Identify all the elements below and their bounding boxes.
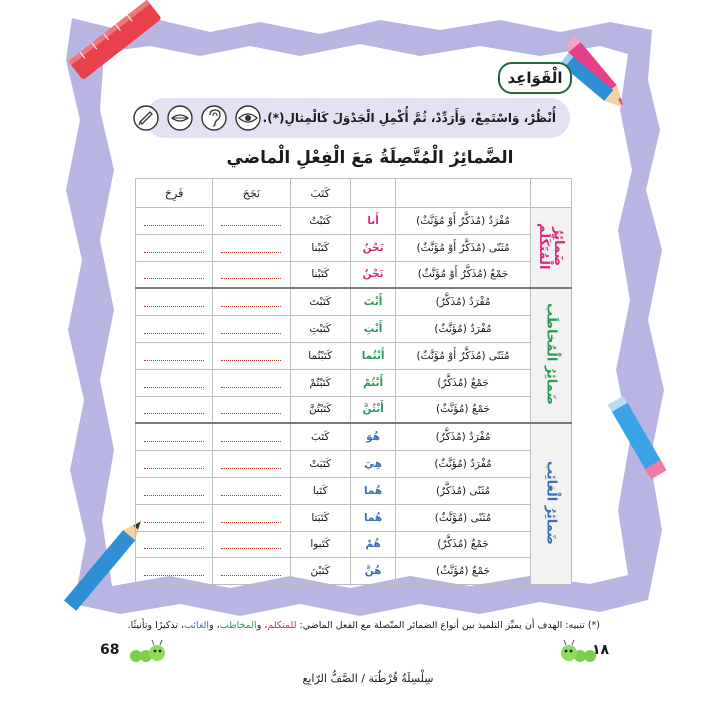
answer-blank[interactable] [213, 477, 290, 504]
row-pronoun: أَنْتُنَّ [350, 396, 396, 423]
series-name: سِلْسِلَةُ قُرْطُبَة / الصَّفُّ الرّابِع [302, 672, 434, 685]
answer-blank[interactable] [213, 504, 290, 531]
row-pronoun: أَنا [350, 208, 396, 235]
row-desc: مُفْرَدٌ (مُذَكَّرٌ) [396, 423, 530, 450]
ruler-decoration [60, 0, 170, 80]
row-pronoun: نَحْنُ [350, 234, 396, 261]
row-desc: مُفْرَدٌ (مُذَكَّرٌ أَوْ مُؤَنَّثٌ) [396, 208, 530, 235]
header-verb-najah: نَجَحَ [213, 179, 290, 208]
table-row [136, 396, 572, 423]
row-verb: كَتَبْتُ [290, 208, 350, 235]
row-desc: جَمْعٌ (مُذَكَّرٌ) [396, 531, 530, 558]
table-row [136, 423, 572, 450]
row-verb: كَتَبْنَ [290, 558, 350, 585]
mouth-icon [165, 103, 195, 133]
footnote-prefix: (*) تنبيه: الهدف أن يميِّز التلميذ بين أنواع الضمائر المتّصلة مع الفعل الماضي: [296, 620, 600, 631]
row-desc: مُفْرَدٌ (مُؤَنَّثٌ) [396, 451, 530, 478]
instruction-bar [145, 98, 570, 138]
answer-blank[interactable] [136, 369, 213, 396]
answer-blank[interactable] [213, 261, 290, 288]
row-pronoun: نَحْنُ [350, 261, 396, 288]
footnote-suffix: ، تذكيرًا وتأنيثًا. [127, 620, 185, 631]
footnote-absent: الغائب [184, 620, 210, 631]
header-pronoun [350, 179, 396, 208]
answer-blank[interactable] [213, 451, 290, 478]
instruction-icons [131, 103, 263, 133]
header-verb-katab: كَتَبَ [290, 179, 350, 208]
header-verb-farih: فَرِحَ [136, 179, 213, 208]
answer-blank[interactable] [136, 208, 213, 235]
writing-hand-icon [131, 103, 161, 133]
row-verb: كَتَبَتْ [290, 451, 350, 478]
answer-blank[interactable] [213, 558, 290, 585]
row-desc: مُثَنّى (مُذَكَّرٌ أَوْ مُؤَنَّثٌ) [396, 342, 530, 369]
answer-blank[interactable] [136, 261, 213, 288]
row-pronoun: هُنَّ [350, 558, 396, 585]
row-pronoun: هِيَ [350, 451, 396, 478]
table-row [136, 234, 572, 261]
row-verb: كَتَبا [290, 477, 350, 504]
section-badge: الْقَوَاعِد [498, 62, 572, 94]
row-pronoun: أَنْتُمْ [350, 369, 396, 396]
row-verb: كَتَبْتَ [290, 288, 350, 315]
table-row [136, 504, 572, 531]
eye-icon [233, 103, 263, 133]
answer-blank[interactable] [136, 288, 213, 315]
row-pronoun: هُما [350, 504, 396, 531]
answer-blank[interactable] [213, 208, 290, 235]
footnote [125, 620, 600, 631]
footnote-speaker: للمتكلم [267, 620, 297, 631]
answer-blank[interactable] [136, 396, 213, 423]
row-pronoun: أَنْتِ [350, 316, 396, 343]
row-desc: جَمْعٌ (مُؤَنَّثٌ) [396, 558, 530, 585]
row-desc: مُثَنّى (مُؤَنَّثٌ) [396, 504, 530, 531]
answer-blank[interactable] [136, 342, 213, 369]
answer-blank[interactable] [136, 558, 213, 585]
row-verb: كَتَبْتِ [290, 316, 350, 343]
footnote-sep1: ، و [256, 620, 268, 631]
table-row [136, 477, 572, 504]
caterpillar-icon [130, 640, 166, 664]
row-pronoun: هُما [350, 477, 396, 504]
answer-blank[interactable] [213, 423, 290, 450]
answer-blank[interactable] [136, 316, 213, 343]
row-desc: مُفْرَدٌ (مُؤَنَّثٌ) [396, 316, 530, 343]
row-verb: كَتَبوا [290, 531, 350, 558]
row-pronoun: هُمْ [350, 531, 396, 558]
pronoun-table [135, 178, 572, 585]
page-number-latin: 68 [100, 642, 120, 658]
group-label-addressee: ضَمائِرُ الْمُخاطَب [543, 303, 559, 406]
table-row [136, 369, 572, 396]
row-verb: كَتَبَتا [290, 504, 350, 531]
table-row [136, 531, 572, 558]
row-desc: مُثَنّى (مُذَكَّرٌ أَوْ مُؤَنَّثٌ) [396, 234, 530, 261]
row-verb: كَتَبْنا [290, 261, 350, 288]
table-row [136, 558, 572, 585]
answer-blank[interactable] [136, 423, 213, 450]
header-desc [396, 179, 530, 208]
row-verb: كَتَبْتُمْ [290, 369, 350, 396]
group-label-cell [530, 208, 571, 289]
answer-blank[interactable] [136, 504, 213, 531]
row-verb: كَتَبْتُنَّ [290, 396, 350, 423]
answer-blank[interactable] [136, 477, 213, 504]
answer-blank[interactable] [136, 234, 213, 261]
row-pronoun: هُوَ [350, 423, 396, 450]
row-pronoun: أَنْتُما [350, 342, 396, 369]
answer-blank[interactable] [136, 451, 213, 478]
pencil-right-decoration [600, 392, 690, 502]
footnote-addressee: المخاطب [219, 620, 257, 631]
table-row [136, 261, 572, 288]
header-group [530, 179, 571, 208]
table-row [136, 288, 572, 315]
group-label-cell [530, 423, 571, 584]
table-row [136, 342, 572, 369]
group-label-absent: ضَمائِرُ الْغائِب [543, 460, 559, 545]
row-verb: كَتَبْتُما [290, 342, 350, 369]
row-verb: كَتَبْنا [290, 234, 350, 261]
table-row [136, 451, 572, 478]
row-desc: جَمْعٌ (مُذَكَّرٌ أَوْ مُؤَنَّثٌ) [396, 261, 530, 288]
answer-blank[interactable] [213, 369, 290, 396]
row-desc: مُثَنّى (مُذَكَّرٌ) [396, 477, 530, 504]
page-number-arabic: ١٨ [592, 642, 610, 658]
row-pronoun: أَنْتَ [350, 288, 396, 315]
table-row [136, 208, 572, 235]
caterpillar-icon [560, 640, 596, 664]
table-title: الضَّمائِرُ الْمُتَّصِلَةُ مَعَ الْفِعْلِ الْماضي [226, 148, 514, 168]
row-desc: جَمْعٌ (مُؤَنَّثٌ) [396, 396, 530, 423]
answer-blank[interactable] [213, 316, 290, 343]
instruction-text: أُنْظُرْ، وَاسْتَمِعْ، وَأَرَدِّدْ، ثُمَّ أُكْمِلِ الْجَدْوَلَ كَالْمِثالِ(*). [262, 111, 556, 125]
row-desc: جَمْعٌ (مُذَكَّرٌ) [396, 369, 530, 396]
row-desc: مُفْرَدٌ (مُذَكَّرٌ) [396, 288, 530, 315]
footnote-sep2: ، و [209, 620, 220, 631]
answer-blank[interactable] [213, 234, 290, 261]
row-verb: كَتَبَ [290, 423, 350, 450]
answer-blank[interactable] [213, 396, 290, 423]
answer-blank[interactable] [213, 342, 290, 369]
answer-blank[interactable] [136, 531, 213, 558]
table-row [136, 316, 572, 343]
answer-blank[interactable] [213, 531, 290, 558]
group-label-speaker: ضَمائِرُ الْمُتَكَلِّم [535, 222, 566, 270]
ear-icon [199, 103, 229, 133]
table-header-row [136, 179, 572, 208]
group-label-cell [530, 288, 571, 423]
answer-blank[interactable] [213, 288, 290, 315]
